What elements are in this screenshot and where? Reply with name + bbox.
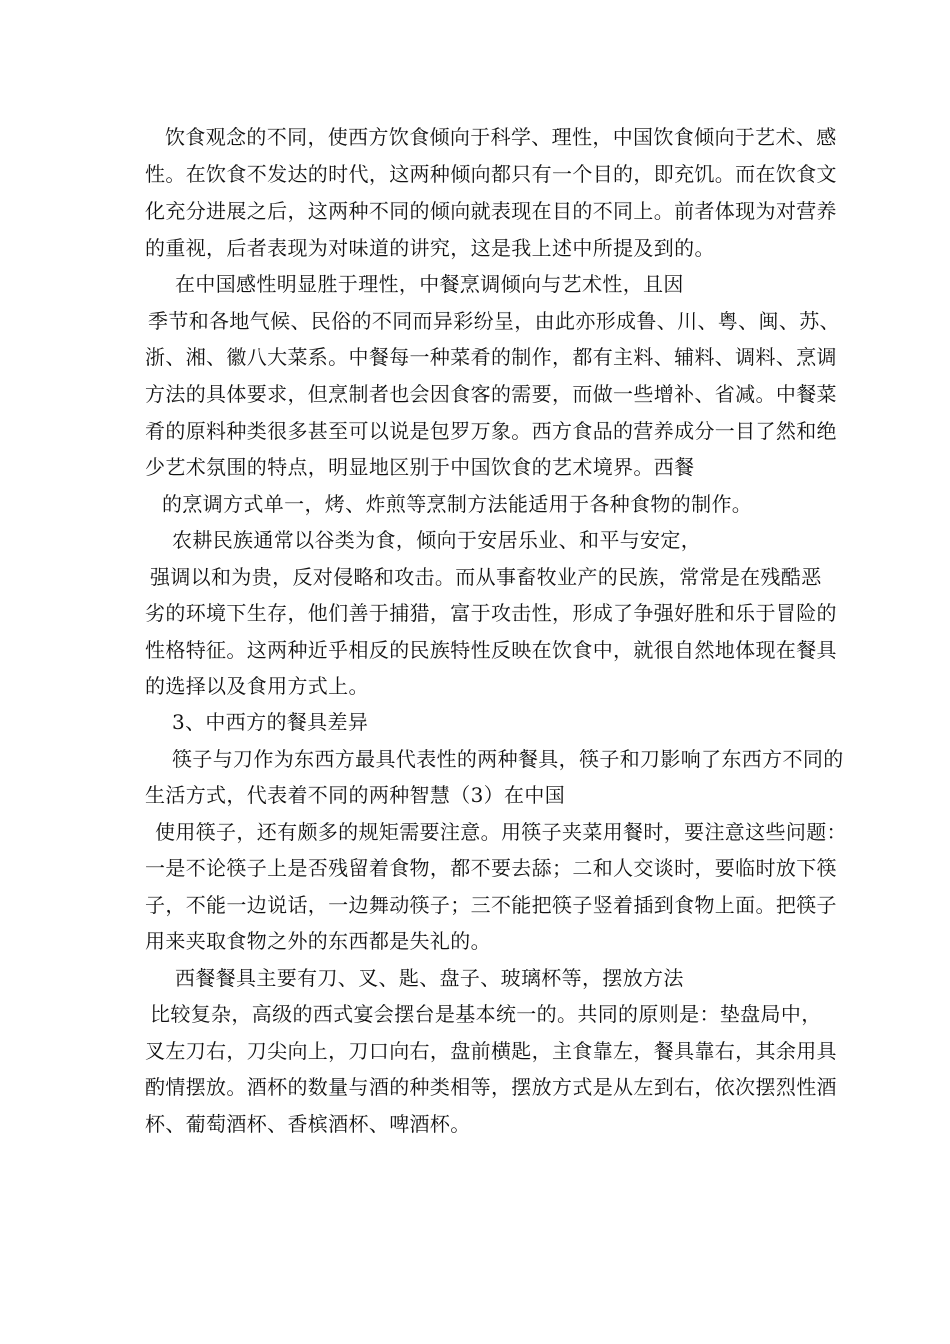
- text-line: 叉左刀右，刀尖向上，刀口向右，盘前横匙，主食靠左，餐具靠右，其余用具: [145, 1039, 837, 1063]
- text-line: 劣的环境下生存，他们善于捕猎，富于攻击性，形成了争强好胜和乐于冒险的: [145, 601, 837, 625]
- text-line: 用来夹取食物之外的东西都是失礼的。: [145, 929, 491, 953]
- text-line: 浙、湘、徽八大菜系。中餐每一种菜肴的制作，都有主料、辅料、调料、烹调: [145, 345, 837, 369]
- text-line: 使用筷子，还有颇多的规矩需要注意。用筷子夹菜用餐时，要注意这些问题：: [155, 820, 847, 844]
- text-line: 性。在饮食不发达的时代，这两种倾向都只有一个目的，即充饥。而在饮食文: [145, 162, 837, 186]
- text-line: 的选择以及食用方式上。: [145, 674, 369, 698]
- section-heading: 3、中西方的餐具差异: [172, 710, 369, 734]
- text-line: 一是不论筷子上是否残留着食物，都不要去舔；二和人交谈时，要临时放下筷: [145, 856, 837, 880]
- text-line: 杯、葡萄酒杯、香槟酒杯、啤酒杯。: [145, 1112, 471, 1136]
- text-line: 肴的原料种类很多甚至可以说是包罗万象。西方食品的营养成分一目了然和绝: [145, 419, 837, 443]
- text-line: 的重视，后者表现为对味道的讲究，这是我上述中所提及到的。: [145, 236, 715, 260]
- text-line: 生活方式，代表着不同的两种智慧（3）在中国: [145, 783, 566, 807]
- text-line: 强调以和为贵，反对侵略和攻击。而从事畜牧业产的民族，常常是在残酷恶: [150, 565, 822, 589]
- text-line: 季节和各地气候、民俗的不同而异彩纷呈，由此亦形成鲁、川、粤、闽、苏、: [148, 309, 840, 333]
- text-line: 酌情摆放。酒杯的数量与酒的种类相等，摆放方式是从左到右，依次摆烈性酒: [145, 1075, 837, 1099]
- text-line: 方法的具体要求，但烹制者也会因食客的需要，而做一些增补、省减。中餐菜: [145, 382, 837, 406]
- text-line: 子，不能一边说话，一边舞动筷子；三不能把筷子竖着插到食物上面。把筷子: [145, 893, 837, 917]
- text-line: 饮食观念的不同，使西方饮食倾向于科学、理性，中国饮食倾向于艺术、感: [165, 125, 837, 149]
- text-line: 少艺术氛围的特点，明显地区别于中国饮食的艺术境界。西餐: [145, 455, 695, 479]
- text-line: 的烹调方式单一，烤、炸煎等烹制方法能适用于各种食物的制作。: [162, 492, 753, 516]
- text-line: 化充分进展之后，这两种不同的倾向就表现在目的不同上。前者体现为对营养: [145, 199, 837, 223]
- text-line: 农耕民族通常以谷类为食，倾向于安居乐业、和平与安定，: [172, 528, 702, 552]
- text-line: 在中国感性明显胜于理性，中餐烹调倾向与艺术性，且因: [175, 272, 684, 296]
- text-line: 筷子与刀作为东西方最具代表性的两种餐具，筷子和刀影响了东西方不同的: [172, 747, 844, 771]
- text-line: 西餐餐具主要有刀、叉、匙、盘子、玻璃杯等，摆放方法: [175, 966, 684, 990]
- text-line: 比较复杂，高级的西式宴会摆台是基本统一的。共同的原则是：垫盘局中，: [150, 1002, 822, 1026]
- text-line: 性格特征。这两种近乎相反的民族特性反映在饮食中，就很自然地体现在餐具: [145, 638, 837, 662]
